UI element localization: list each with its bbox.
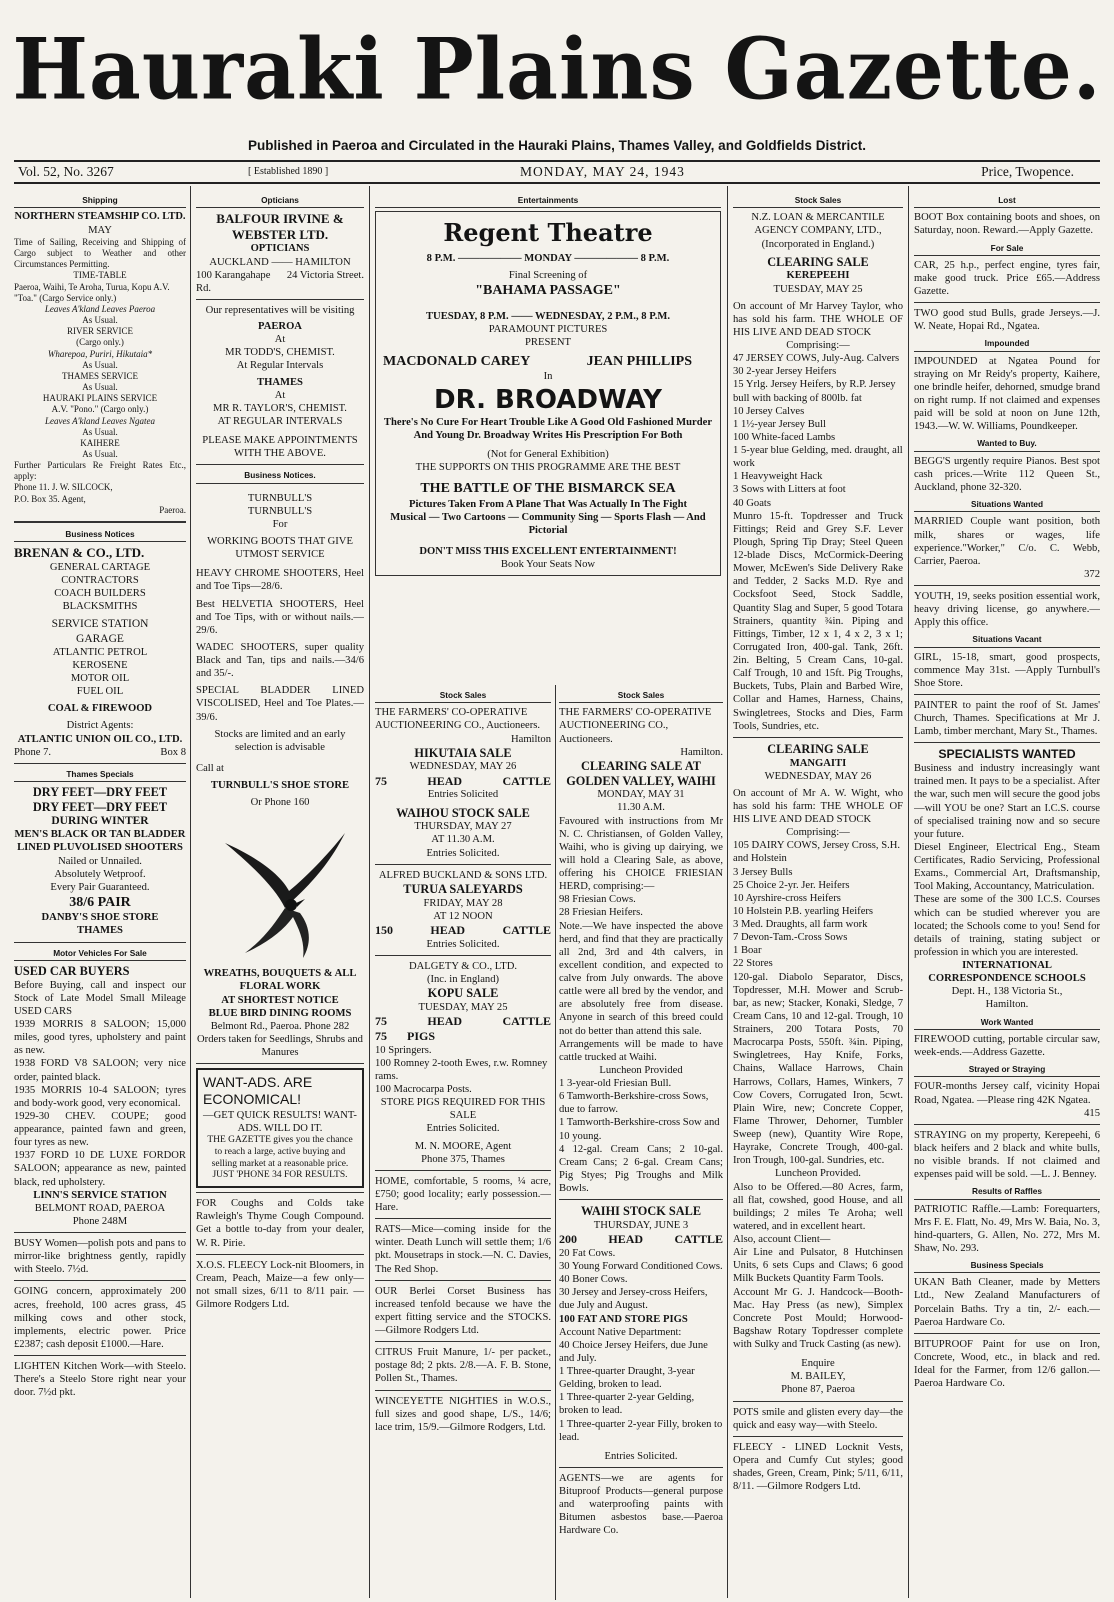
stock-line: 1 Boar [733,945,762,957]
cattle-label: CATTLE [502,1013,551,1028]
dry-line: Nailed or Unnailed. [58,855,142,867]
column-rule [727,186,728,1598]
linn-address: BELMONT ROAD, PAEROA [34,1202,166,1214]
classified-ad: X.O.S. FLEECY Lock-nit Bloomers, in Cream, Peach, Maize—a few only—not small sizes, 6/11 to 8/11 pair. —Gilmore Rodgers Ltd. [196,1259,364,1311]
classified-ad: GOING concern, approximately 200 acres, freehold, 100 acres grass, 45 milking cows and other stock, implements, electric power. Price £2387; cash deposit £1000.—Hare. [14,1286,186,1350]
turnbull-line: HEAVY CHROME SHOOTERS, Heel and Toe Tips—28/6. [196,568,364,593]
gv-note: Note.—We have inspected the above herd, and find that they are practically all 2nd, 3rd and 4th calvers, in excellent condition, and expected to calve from July onwards. The above cattle were all bred by the vendor, and are absolutely free from disease. Anyone in search of this breed could not do better than attend this sale. [559,920,723,1037]
section-header-for-sale: For Sale [914,242,1100,256]
brenan-phone: Phone 7. [14,746,52,758]
stock-line: 3 Sows with Litters at foot [733,484,846,496]
brenan-line: ATLANTIC UNION OIL CO., LTD. [17,733,183,745]
ship-timetable: TIME-TABLE [73,270,127,281]
kopu-line: 10 Springers. [375,1044,432,1056]
stock-line: 3 Jersey Bulls [733,866,793,878]
classified-ad: POTS smile and glisten every day—the quick and easy way—with Steelo. [733,1406,903,1431]
blue-bird-addr: Belmont Rd., Paeroa. Phone 282 [210,1020,350,1032]
column-3 [375,685,551,1600]
ship-note: Time of Sailing, Receiving and Shipping of Cargo subject to Weather and other Circumstances Permitting. [14,237,186,270]
hikutaia-sale: HIKUTAIA SALE [414,745,512,760]
clearing-sale: CLEARING SALE [767,254,869,269]
waihou-date: THURSDAY, MAY 27 [414,821,512,833]
classified-ad: CITRUS Fruit Manure, 1/- per packet., postage 8d; 2 pkts. 2/8.—A. F. B. Stone, Pollen St., Thames. [375,1347,551,1385]
waihou-time: AT 11.30 A.M. [431,834,495,846]
ics-city: Hamilton. [985,999,1029,1011]
gv-line: 1 3-year-old Friesian Bull. [559,1078,672,1090]
section-header-wanted: Wanted to Buy. [914,437,1100,451]
ship-leaves: Leaves A'kland Leaves Ngatea [45,415,155,426]
gv-line: 98 Friesian Cows. [559,894,636,906]
ship-usual: As Usual. [82,448,118,459]
kopu-date: TUESDAY, MAY 25 [418,1001,508,1013]
turua-saleyards: TURUA SALEYARDS [403,881,523,896]
dry-feet: DRY FEET—DRY FEET [32,799,168,814]
brenan-line: ATLANTIC PETROL [52,646,148,658]
mangaiti-date: WEDNESDAY, MAY 26 [764,770,872,782]
gv-line: 6 Tamworth-Berkshire-cross Sows, due to farrow. [559,1091,709,1116]
nz-loan: N.Z. LOAN & MERCANTILE AGENCY COMPANY, LTD., (Incorporated in England.) [751,212,885,250]
turnbull-line: TURNBULL'S [247,492,313,504]
section-header-shipping: Shipping [14,194,186,208]
want-ads-phone: JUST 'PHONE 34 FOR RESULTS. [212,1170,348,1181]
brenan-line: District Agents: [66,720,134,732]
volume-number: Vol. 52, No. 3267 [18,164,114,179]
moore-agent: M. N. MOORE, Agent [414,1140,512,1152]
stock-line: 1 5-year blue Gelding, med. draught, all work [733,445,903,470]
ics-text: Business and industry increasingly want trained men. It pays to be a specialist. After the war, such men will secure the good jobs—will YOU be one? Start an I.C.S. course of specialised training now and so secure your future. [914,763,1100,840]
brenan-line: GARAGE [76,632,124,645]
bailey-phone: Phone 87, Paeroa [781,1384,855,1396]
turua-count: 150 [375,922,393,937]
stock-line: 47 JERSEY COWS, July-Aug. Calvers [733,353,900,365]
opt-line: Our representatives will be visiting [205,304,355,316]
used-car-line: 1939 MORRIS 8 SALOON; 15,000 miles, good tyres, upholstery and paint as new. [14,1019,186,1057]
opt-line: AT REGULAR INTERVALS [217,415,343,427]
film-dr-broadway: DR. BROADWAY [434,384,662,415]
classified-ad: RATS—Mice—coming inside for the winter. Death Lunch will settle them; 1/6 pkt. Mousetraps in stock.—N. C. Davies, The Red Shop. [375,1224,551,1275]
brenan-line: SERVICE STATION [51,618,149,631]
head-label: HEAD [427,773,463,788]
moore-phone: Phone 375, Thames [421,1153,505,1165]
opt-line: PLEASE MAKE APPOINTMENTS WITH THE ABOVE. [202,435,358,460]
section-header-entertainments: Entertainments [375,194,721,208]
stock-line: 7 Devon-Tam.-Cross Sows [733,932,848,944]
dalgety-inc: (Inc. in England) [426,973,500,985]
dry-line: DURING WINTER [51,814,149,827]
column-6 [914,190,1100,1595]
film-bahama: "BAHAMA PASSAGE" [475,283,621,299]
waihi-line: 40 Choice Jersey Heifers, due June and July. [559,1339,708,1364]
ics-name: INTERNATIONAL CORRESPONDENCE SCHOOLS [928,960,1086,985]
cattle-label: CATTLE [502,773,551,788]
head-label: HEAD [608,1232,644,1247]
kerepeehi-date: TUESDAY, MAY 25 [773,283,863,295]
waihi-line: 1 Three-quarter Draught, 3-year Gelding, broken to lead. [559,1366,695,1391]
farmers-coop: THE FARMERS' CO-OPERATIVE AUCTIONEERING CO., Auctioneers. [559,707,712,745]
waihi-sale: WAIHI STOCK SALE [580,1204,702,1219]
ship-month: MAY [88,224,112,236]
star-carey: MACDONALD CAREY [383,354,531,370]
column-rule [555,685,556,1600]
stock-line: 105 DAIRY COWS, Jersey Cross, S.H. and Holstein [733,840,901,865]
gv-time: 11.30 A.M. [617,802,665,814]
stock-implements: Munro 15-ft. Topdresser and Truck Fittings; Reid and Grey S.F. Lever Plough, Spring Tip Dray; Steel Queen 12-blade Discs, McCormick-Deering Mower, McEwen's Side Delivery Rake and Tedder, 2 Sacks M.D. Rye and Cocksfoot Seed, Stock Saddle, Quantity Slag and Super, 5 good Totara Strainers, quantity ¾in. Piping and Fittings, Timber, 12 x 1, 4 x 2, 3 x 1; Corrugated Iron, 400-gal. Tank, 26ft. 2in. Belting, 5 Cream Cans, 10-gal. Calf Trough, 10 and 15ft. Pig Troughs, Buckets, Tubs, Plain and Barbed Wire, Collar and Hames, Harness, Chains, Swingletrees, Stocks and Dies, Farm Tools, Sundries, etc. [733,510,903,732]
regent-battle2: Pictures Taken From A Plane That Was Actually In The Fight [408,498,688,510]
farmers-coop: THE FARMERS' CO-OPERATIVE AUCTIONEERING CO., Auctioneers. [375,707,541,732]
classified-ad: YOUTH, 19, seeks position essential work, heavy driving license, go anywhere.—Apply this office. [914,591,1100,629]
classified-ad: TWO good stud Bulls, grade Jerseys.—J. W. Neate, Hopai Rd., Ngatea. [914,308,1100,333]
ship-usual: As Usual. [82,426,118,437]
also-client: Also, account Client— [733,1234,831,1246]
stock-line: 100 White-faced Lambs [733,431,836,443]
issue-date: MONDAY, MAY 24, 1943 [520,164,685,179]
classified-ad: FLEECY - LINED Locknit Vests, Opera and Cumfy Cut styles; good shades, Green, Cream, Pink; 5/11, 6/11, 8/11. —Gilmore Rodgers Ltd. [733,1441,903,1493]
gv-line: 4 12-gal. Cream Cans; 2 10-gal. Cream Cans; 2 6-gal. Cream Cans; Pig Styes; Pig Troughs and Milk Bowls. [559,1143,723,1195]
regent-battle: THE BATTLE OF THE BISMARCK SEA [420,481,676,497]
stock-line: 15 Yrlg. Jersey Heifers, by R.P. Jersey bull with backing of 800lb. fat [733,379,896,404]
luncheon: Luncheon Provided. [775,1168,861,1180]
classified-ad: STRAYING on my property, Kerepeehi, 6 black heifers and 2 black and white bulls, no visible brands. If not claimed and expenses paid will be sold. —L. J. Benney. [914,1129,1100,1181]
kerepeehi-text: On account of Mr Harvey Taylor, who has sold his farm. THE WHOLE OF HIS LIVE AND DEAD STOCK [733,300,903,338]
wreaths: WREATHS, BOUQUETS & ALL FLORAL WORK [203,968,357,993]
opt-line: PAEROA [258,321,302,333]
price: Price, Twopence. [981,164,1074,179]
entries: Entries Solicited. [426,1123,500,1135]
section-header-business: Business Notices [14,528,186,542]
want-ads-line: —GET QUICK RESULTS! WANT-ADS. WILL DO IT. [203,1109,357,1134]
stock-line: 30 2-year Jersey Heifers [733,366,837,378]
classified-ad: FIREWOOD cutting, portable circular saw, week-ends.—Address Gazette. [914,1033,1100,1058]
thames-service: THAMES SERVICE [61,370,139,381]
classified-ad: WINCEYETTE NIGHTIES in W.O.S., full sizes and good shape, L/S., 14/6; lace trim, 15/9.—Gilmore Rodgers, Ltd. [375,1395,551,1433]
opt-line: MR TODD'S, CHEMIST. [225,347,335,359]
regent-book: Book Your Seats Now [500,559,596,571]
waihi-line: 40 Boner Cows. [559,1274,628,1286]
regent-dont: DON'T MISS THIS EXCELLENT ENTERTAINMENT! [419,545,677,557]
section-header-opticians: Opticians [196,194,364,208]
column-rule [369,186,370,1598]
classified-ad: FOR Coughs and Colds take Rawleigh's Thyme Cough Compound. Get a bottle to-day from your dealer, W. R. Pirie. [196,1198,364,1249]
waihi-pigs: 100 FAT AND STORE PIGS [559,1313,688,1325]
northern-steamship-heading: NORTHERN STEAMSHIP CO. LTD. [14,211,186,223]
dry-line: Every Pair Guaranteed. [50,881,150,893]
regent-present: PRESENT [525,336,571,348]
stock-line: 10 Holstein P.B. yearling Heifers [733,905,874,917]
kopu-line: 100 Romney 2-tooth Ewes, r.w. Romney rams. [375,1057,548,1082]
brenan-line: KEROSENE [72,659,128,671]
regent-notgen: (Not for General Exhibition) [487,448,609,460]
waihi-date: THURSDAY, JUNE 3 [593,1219,689,1231]
wreaths-notice: AT SHORTEST NOTICE [221,994,339,1006]
gv-text: Favoured with instructions from Mr N. C. Christiansen, of Golden Valley, Waihi, who is giving up dairying, we will hold a Clearing Sale, as above, offering his CHOICE FRIESIAN HERD, comprising:— [559,815,723,893]
comprising: Comprising:— [786,340,850,352]
section-header-motor: Motor Vehicles For Sale [14,947,186,961]
danby-shoe-store: DANBY'S SHOE STORE [41,912,159,924]
regent-final: Final Screening of [508,270,588,282]
dry-line: MEN'S BLACK OR TAN BLADDER LINED PLUVOLISED SHOOTERS [14,829,186,854]
linn-phone: Phone 248M [72,1215,128,1227]
opticians: OPTICIANS [250,243,310,255]
brenan-line: BLACKSMITHS [62,601,138,613]
turnbull-line: SPECIAL BLADDER LINED VISCOLISED, Heel and Toe Plates.—39/6. [196,685,364,723]
farmers-hamilton: Hamilton [510,733,551,745]
column-5 [733,190,903,1595]
entries: Entries Solicited. [426,938,500,950]
ship-route: Paeroa, Waihi, Te Aroha, Turua, Kopu A.V. "Toa." (Cargo Service only.) [14,281,170,303]
hikutaia-date: WEDNESDAY, MAY 26 [409,761,517,773]
ship-ports: Wharepoa, Puriri, Hikutaia* [47,348,153,359]
blue-bird-orders: Orders taken for Seedlings, Shrubs and Manures [197,1033,363,1058]
used-car-line: 1937 FORD 10 DE LUXE FORDOR SALOON; appearance as new, painted black, red upholstery. [14,1150,186,1188]
section-header-strayed: Strayed or Straying [914,1063,1100,1077]
stock-line: 10 Jersey Calves [733,405,805,417]
regent-supports: THE SUPPORTS ON THIS PROGRAMME ARE THE BEST [415,462,681,474]
waihi-line: 30 Jersey and Jersey-cross Heifers, due July and August. [559,1287,708,1312]
swallow-illustration [205,813,355,963]
star-phillips: JEAN PHILLIPS [586,354,693,370]
blue-bird: BLUE BIRD DINING ROOMS [208,1007,352,1019]
dalgety: DALGETY & CO., LTD. [408,960,518,972]
turnbull-line: WORKING BOOTS THAT GIVE UTMOST SERVICE [207,536,353,561]
gv-date: MONDAY, MAY 31 [597,789,685,801]
golden-valley-sale: CLEARING SALE AT GOLDEN VALLEY, WAIHI [566,758,716,788]
established: [ Established 1890 ] [248,166,329,177]
classified-ad: LIGHTEN Kitchen Work—with Steelo. There's a Steelo Store right near your door. 7½d pkt. [14,1361,186,1399]
column-1 [14,190,186,1595]
stock-line: 1 1½-year Jersey Bull [733,418,826,430]
turnbull-line: Call at [196,762,224,774]
ship-usual: As Usual. [82,382,118,393]
opt-line: At [274,334,286,346]
balfour-heading: BALFOUR IRVINE & WEBSTER LTD. [216,211,344,242]
stock-line: 1 Heavyweight Hack [733,471,823,483]
column-2 [196,190,364,1595]
gv-arr: Arrangements will be made to have cattle trucked at Waihi. [559,1038,723,1063]
section-header-stock-sales: Stock Sales [733,194,903,208]
stock-line: 22 Stores [733,958,773,970]
classified-ad: BUSY Women—polish pots and pans to mirror-like brightness gently, rapidly with Steelo. 7½d. [14,1238,186,1276]
classified-ad: CAR, 25 h.p., perfect engine, tyres fair, make good truck. Price £65.—Address Gazette. [914,259,1100,298]
kopu-sale: KOPU SALE [427,986,499,1001]
column-rule [908,186,909,1598]
subtitle: Published in Paeroa and Circulated in the Hauraki Plains, Thames Valley, and Goldfields District. [248,138,866,153]
dry-price: 38/6 PAIR [69,894,131,910]
ship-pono: A.V. "Pono." (Cargo only.) [51,404,149,415]
section-header-specials: Business Specials [914,1259,1100,1273]
kaihere: KAIHERE [80,437,120,448]
column-4 [559,685,723,1600]
want-ads-box [196,1068,364,1188]
used-car-line: Before Buying, call and inspect our Stock of Late Model Small Mileage USED CARS [14,979,186,1017]
issue-bar [14,160,1100,184]
bailey: M. BAILEY, [790,1371,846,1383]
opt-line: THAMES [257,376,303,388]
stock-implements: 120-gal. Diabolo Separator, Discs, Topdresser, M.H. Mower and Scrub-bar, as new; Stacker, Konaki, Sledge, 7 Cream Cans, 10 and 12-gal. Trough, 10 Strainers, 200 Totara Posts, 70 Macrocarpa Posts, 550ft. ¾in. Piping, Swingletrees, Hay Knife, Forks, Chains, Wallace Harrows, Chain Harrows, Collars, Hames, Winkers, 7 Cow Covers, Corrugated Iron, 5cwt. Plain Wire, new; Concrete Copper, Flame Thrower, Dehorner, Tumbler Sweep (new), Quantity Wire Rope, Hayrake, Concrete Trough, 400-gal. Iron Trough, 100-gal. Sundries, etc. [733,971,903,1167]
specialists-wanted: SPECIALISTS WANTED [938,747,1076,762]
ship-further: Further Particulars Re Freight Rates Etc., apply: [14,460,186,482]
waihou-sale: WAIHOU STOCK SALE [396,805,530,820]
opt-line: MR R. TAYLOR'S, CHEMIST. [213,402,347,414]
ship-leaves: Leaves A'kland Leaves Paeroa [44,303,156,314]
entries: Entries Solicited. [604,1450,678,1462]
section-header-stock-sales: Stock Sales [559,689,723,703]
classified-ad: PATRIOTIC Raffle.—Lamb: Forequarters, Mrs F. E. Flatt, No. 49, Mrs W. Baia, No. 3, hind-quarters, G. Allen, No. 272, Mrs M. Shaw, No. 293. [914,1203,1100,1254]
waihi-line: Account Native Department: [559,1326,682,1338]
waihi-line: 30 Young Forward Conditioned Cows. [559,1261,723,1273]
classified-ad: AGENTS—we are agents for Bituproof Products—general purpose and waterproofing paints with Bitumen asbestos base.—Paeroa Hardware Co. [559,1472,723,1537]
classified-ad: MARRIED Couple want position, both milk, shares or wages, life experience."Worker," C/o. C. Webb, Carrier, Paeroa. [914,516,1100,567]
used-car-heading: USED CAR BUYERS [14,963,130,978]
regent-theatre-ad [375,190,721,680]
turnbull-line: Stocks are limited and an early selection is advisable [214,728,346,753]
turnbull-phone: Or Phone 160 [250,797,310,809]
ship-phone: Phone 11. J. W. SILCOCK, [14,482,113,493]
masthead: Hauraki Plains Gazette. [12,19,1102,119]
gv-line: 28 Friesian Heifers. [559,907,643,919]
hauraki-service: HAURAKI PLAINS SERVICE [42,393,158,404]
ics-text: These are some of the 300 I.C.S. Courses which can be studied wherever you are located; the Schools come to you! Send for details of training, stating subject or profession in which you are interested. [914,894,1100,958]
brenan-line: GENERAL CARTAGE CONTRACTORS [49,561,151,586]
entries: Entries Solicited. [426,847,500,859]
ship-usual: As Usual. [82,315,118,326]
section-header-impounded: Impounded [914,337,1100,351]
river-service: RIVER SERVICE [66,326,134,337]
want-ads-heading: WANT-ADS. ARE ECONOMICAL! [203,1074,313,1108]
ad-number: 415 [1084,1107,1100,1119]
classified-ad: BEGG'S urgently require Pianos. Best spot cash prices.—Write 112 Queen St., Auckland, phone 32-320. [914,455,1100,493]
brenan-line: COAL & FIREWOOD [47,703,153,715]
farmers-hamilton: Hamilton. [680,746,723,758]
gv-lunch: Luncheon Provided [599,1064,683,1076]
regent-musical: Musical — Two Cartoons — Community Sing — Sports Flash — And Pictorial [390,511,706,536]
classified-ad: OUR Berlei Corset Business has increased tenfold because we have the expert fitting service and the STOCKS.—Gilmore Rodgers Ltd. [375,1285,551,1337]
client-items: Air Line and Pulsator, 8 Hutchinsen Units, 6 sets Cups and Claws; 6 good Milk Buckets Quantity Farm Tools. [733,1247,903,1285]
turnbull-line: Best HELVETIA SHOOTERS, Heel and Toe Tips, with or without nails.—29/6. [196,598,364,636]
used-car-line: 1938 FORD V8 SALOON; very nice order, painted black. [14,1058,186,1083]
classified-ad: UKAN Bath Cleaner, made by Metters Ltd., New Zealand Manufacturers of Porcelain Baths. Try a tin, 2/- each.—Paeroa Hardware Co. [914,1277,1100,1328]
section-header-business: Business Notices. [196,469,364,483]
also-offered: Also to be Offered.—80 Acres, farm, all flat, cowshed, good House, and all buildings; 2 miles Te Aroha; well watered, and in excellent heart. [733,1181,903,1232]
classified-ad: BOOT Box containing boots and shoes, on Saturday, noon. Reward.—Apply Gazette. [914,212,1100,237]
turnbull-store: TURNBULL'S SHOE STORE [210,780,350,791]
kopu-count: 75 [375,1013,387,1028]
cattle-label: CATTLE [502,922,551,937]
section-header-situations-wanted: Situations Wanted [914,498,1100,512]
used-car-line: 1929-30 CHEV. COUPE; good appearance, painted fawn and green, four tyres as new. [14,1110,186,1149]
classified-ad: FOUR-months Jersey calf, vicinity Hopai Road, Ngatea. —Please ring 42K Ngatea. [914,1081,1100,1106]
brenan-line: FUEL OIL [76,686,124,698]
opt-address: 24 Victoria Street. [286,269,364,281]
ics-address: Dept. H., 138 Victoria St., [951,986,1063,998]
regent-time: 8 P.M. —————— MONDAY —————— 8 P.M. [426,253,670,265]
classified-ad: HOME, comfortable, 5 rooms, ¼ acre, £750; good locality; early possession.—Hare. [375,1175,551,1214]
section-header-thames: Thames Specials [14,768,186,782]
kopu-line: 100 Macrocarpa Posts. [375,1084,472,1096]
enquire: Enquire [801,1358,835,1370]
hikutaia-count: 75 [375,773,387,788]
section-header-situations-vacant: Situations Vacant [914,633,1100,647]
opt-line: At [274,389,286,401]
head-label: HEAD [430,922,466,937]
regent-title: Regent Theatre [443,218,653,248]
turua-date: FRIDAY, MAY 28 [423,897,503,909]
brenan-line: MOTOR OIL [70,673,130,685]
section-header-work-wanted: Work Wanted [914,1016,1100,1030]
section-header-stock-sales: Stock Sales [375,689,551,703]
waihi-line: 20 Fat Cows. [559,1247,616,1259]
head-label: HEAD [427,1013,463,1028]
kopu-count: 75 [375,1028,387,1043]
alfred-buckland: ALFRED BUCKLAND & SONS LTD. [378,869,548,881]
opt-line: At Regular Intervals [236,360,324,372]
dry-line: Absolutely Wetproof. [54,868,146,880]
gv-line: 1 Tamworth-Berkshire-cross Sow and 10 young. [559,1117,720,1142]
handcock-items: Account Mr G. J. Handcock—Booth-Mac. Hay Press (as new), Simplex Concrete Post Mould; Horwood-Bagshaw Rotary Topdresser complete with Sulky and Truck Casting (as new). [733,1286,903,1351]
ship-cargo: (Cargo only.) [76,337,124,348]
regent-tue: TUESDAY, 8 P.M. —— WEDNESDAY, 2 P.M., 8 P.M. [425,310,670,322]
opt-address: 100 Karangahape Rd. [196,269,271,294]
turnbull-line: WADEC SHOOTERS, super quality Black and Tan, tips and nails.—34/6 and 35/-. [196,641,364,680]
linn-service-station: LINN'S SERVICE STATION [33,1189,167,1201]
classified-ad: BITUPROOF Paint for use on Iron, Concrete, Wood, etc., in black and red. Ideal for the Farmer, from 12/6 gallon.—Paeroa Hardware Co. [914,1338,1100,1390]
waihi-count: 200 [559,1232,577,1247]
regent-in: In [543,371,553,383]
turua-time: AT 12 NOON [433,910,493,922]
brenan-line: COACH BUILDERS [54,588,146,600]
stock-line: 10 Ayrshire-cross Heifers [733,892,841,904]
entries: Entries Solicited [427,789,499,801]
regent-tag: There's No Cure For Heart Trouble Like A Good Old Fashioned Murder And Young Dr. Broadway Writes His Prescription For Both [383,416,713,441]
cattle-label: CATTLE [674,1232,723,1247]
comprising: Comprising:— [786,827,850,839]
stock-line: 3 Med. Draughts, all farm work [733,919,868,931]
section-header-lost: Lost [914,194,1100,208]
danby-thames: THAMES [77,925,123,937]
ship-usual: As Usual. [82,359,118,370]
classified-ad: PAINTER to paint the roof of St. James' Church, Thames. Specifications at Mr J. Lamb, timber merchant, Mary St., Thames. [914,700,1100,738]
clearing-sale: CLEARING SALE [767,741,869,756]
classified-ad: IMPOUNDED at Ngatea Pound for straying on Mr Reidy's property, Kaihere, one brindle heifer, dehorned, smudge brand on right rump. If not claimed and expenses paid will be sold at noon on June 12th, 1943.—W. W. Williams, Poundkeeper. [914,355,1100,433]
opt-line: AUCKLAND —— HAMILTON [209,256,351,268]
ad-number: 372 [1084,568,1100,580]
waihi-line: 1 Three-quarter 2-year Gelding, broken to lead. [559,1392,695,1417]
stock-line: 40 Goats [733,497,771,509]
ship-paeroa: Paeroa. [159,504,186,515]
mangaiti-text: On account of Mr A. W. Wight, who has sold his farm: THE WHOLE OF HIS LIVE AND DEAD STOCK [733,787,903,826]
turnbull-line: TURNBULL'S [247,505,313,517]
brenan-heading: BRENAN & CO., LTD. [14,545,145,561]
mangaiti: MANGAITI [789,757,847,769]
turnbull-line: For [272,518,288,530]
section-header-raffles: Results of Raffles [914,1185,1100,1199]
brenan-box: Box 8 [160,746,186,758]
waihi-line: 1 Three-quarter 2-year Filly, broken to lead. [559,1418,723,1443]
column-rule [190,186,191,1598]
dry-feet: DRY FEET—DRY FEET [32,785,168,800]
kopu-line: STORE PIGS REQUIRED FOR THIS SALE [380,1097,546,1122]
classified-ad: GIRL, 15-18, smart, good prospects, commence May 31st. —Apply Turnbull's Shoe Store. [914,651,1100,689]
stock-line: 25 Choice 2-yr. Jer. Heifers [733,879,850,891]
ics-text: Diesel Engineer, Electrical Eng., Steam Certificates, Radio Servicing, Professional Exams., Commercial Art, Draftsmanship, Tool Making, Accountancy, Matriculation. [914,841,1100,893]
regent-para: PARAMOUNT PICTURES [488,323,608,335]
pigs-label: PIGS [407,1028,436,1043]
used-car-line: 1935 MORRIS 10-4 SALOON; tyres and body-work good, very economical. [14,1084,186,1109]
want-ads-line: THE GAZETTE gives you the chance to reach a large, active buying and selling market at a reasonable price. [207,1135,353,1169]
ship-box: P.O. Box 35. Agent, [14,493,86,504]
kerepeehi: KEREPEEHI [786,270,850,282]
